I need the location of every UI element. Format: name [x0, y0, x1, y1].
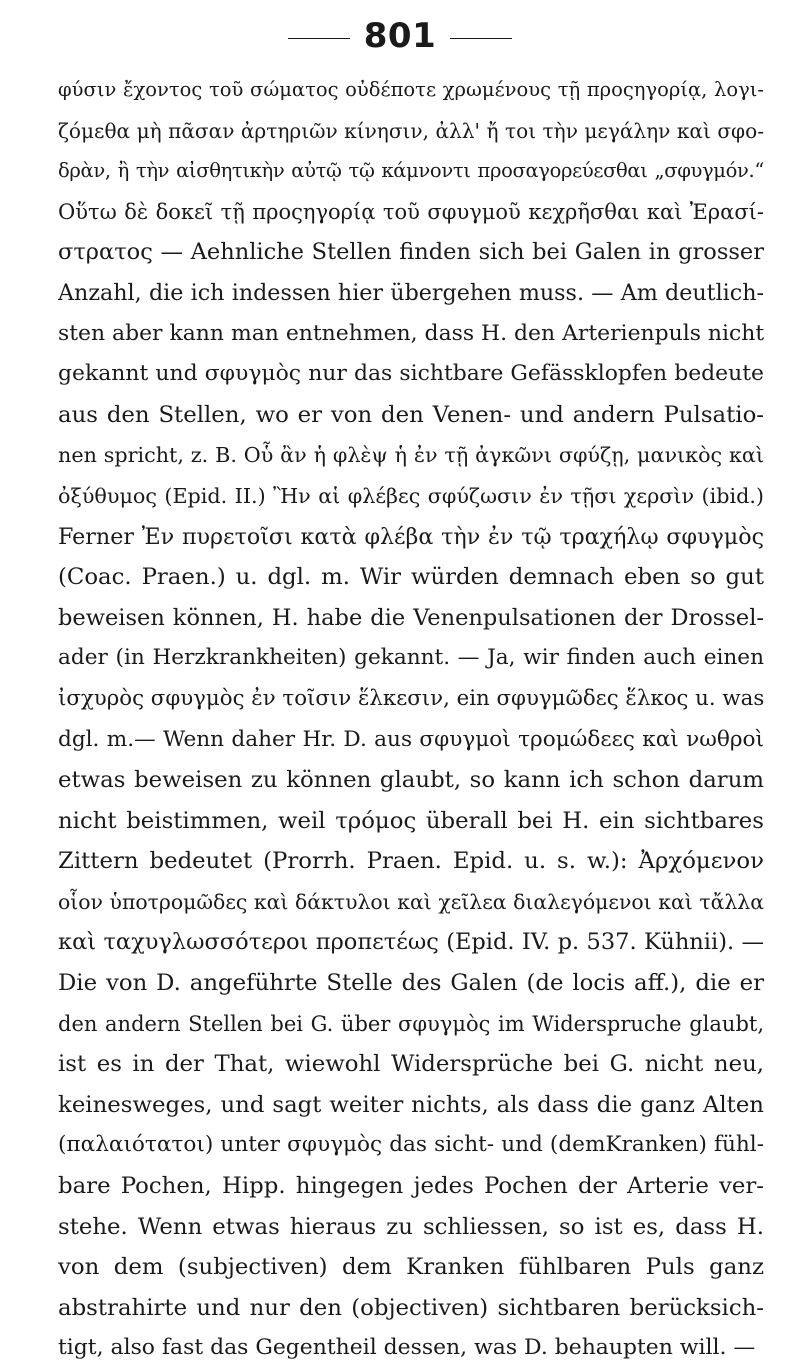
- text-line-23: Die von D. angeführte Stelle des Galen (de locis aff.), die er: [58, 970, 764, 997]
- text-line-17: dgl. m.— Wenn daher Hr. D. aus σφυγμοὶ τρομώδεες καὶ νωθροὶ: [58, 726, 764, 752]
- page-header: [0, 6, 800, 66]
- text-line-21: οἷον ὑποτρομῶδες καὶ δάκτυλοι καὶ χεῖλεα διαλεγόμενοι καὶ τἄλλα: [58, 889, 764, 914]
- text-line-20: Zittern bedeutet (Prorrh. Praen. Epid. u. s. w.): Ἀρχόμενον: [58, 848, 764, 875]
- text-line-28: bare Pochen, Hipp. hingegen jedes Pochen der Arterie ver-: [58, 1173, 764, 1200]
- text-line-24: den andern Stellen bei G. über σφυγμὸς im Widerspruche glaubt,: [58, 1011, 764, 1036]
- text-line-10: nen spricht, z. B. Οὗ ἂν ἡ φλὲψ ἡ ἐν τῇ ἀγκῶνι σφύζῃ, μανικὸς καὶ: [58, 443, 764, 468]
- header-rule-left: [288, 38, 350, 39]
- text-line-12: Ferner Ἐν πυρετοῖσι κατὰ φλέβα τὴν ἐν τῷ τραχήλῳ σφυγμὸς: [58, 523, 764, 550]
- text-line-11: ὀξύθυμος (Epid. II.) Ἢν αἱ φλέβες σφύζωσιν ἐν τῇσι χερσὶν (ibid.): [58, 483, 764, 508]
- text-line-25: ist es in der That, wiewohl Widersprüche bei G. nicht neu,: [58, 1051, 764, 1078]
- text-line-4: Οὕτω δὲ δοκεῖ τῇ προςηγορίᾳ τοῦ σφυγμοῦ κεχρῆσθαι καὶ Ἐρασί-: [58, 199, 764, 224]
- text-line-15: ader (in Herzkrankheiten) gekannt. — Ja, wir finden auch einen: [58, 645, 764, 671]
- text-line-32: tigt, also fast das Gegentheil dessen, was D. behaupten will. —: [58, 1335, 756, 1361]
- text-line-18: etwas beweisen zu können glaubt, so kann ich schon darum: [58, 767, 764, 794]
- text-line-1: φύσιν ἔχοντος τοῦ σώματος οὐδέποτε χρωμένους τῇ προςηγορίᾳ, λογι-: [58, 78, 764, 101]
- text-line-26: keinesweges, und sagt weiter nichts, als dass die ganz Alten: [58, 1091, 764, 1118]
- text-line-31: abstrahirte und nur den (objectiven) sichtbaren berücksich-: [58, 1294, 764, 1321]
- header-rule-right: [450, 38, 512, 39]
- page-number: 801: [363, 16, 437, 56]
- body-text: [58, 70, 764, 1369]
- text-line-22: καὶ ταχυγλωσσότεροι προπετέως (Epid. IV. p. 537. Kühnii). —: [58, 929, 764, 956]
- text-line-30: von dem (subjectiven) dem Kranken fühlbaren Puls ganz: [58, 1254, 764, 1281]
- text-line-3: δρὰν, ἢ τὴν αἰσθητικὴν αὐτῷ τῷ κάμνοντι προσαγορεύεσθαι „σφυγμόν.“: [58, 159, 764, 183]
- text-line-5: στρατος — Aehnliche Stellen finden sich bei Galen in grosser: [58, 239, 764, 266]
- text-line-8: gekannt und σφυγμὸς nur das sichtbare Gefässklopfen bedeute: [58, 361, 764, 387]
- text-line-27: (παλαιότατοι) unter σφυγμὸς das sicht- und (demKranken) fühl-: [58, 1132, 764, 1158]
- text-line-9: aus den Stellen, wo er von den Venen- und andern Pulsatio-: [58, 401, 764, 428]
- text-line-13: (Coac. Praen.) u. dgl. m. Wir würden demnach eben so gut: [58, 564, 764, 591]
- text-line-2: ζόμεθα μὴ πᾶσαν ἀρτηριῶν κίνησιν, ἀλλ' ἤ τοι τὴν μεγάλην καὶ σφο-: [58, 118, 764, 143]
- text-line-14: beweisen können, H. habe die Venenpulsationen der Drossel-: [58, 604, 764, 631]
- text-line-7: sten aber kann man entnehmen, dass H. den Arterienpuls nicht: [58, 320, 764, 346]
- text-line-6: Anzahl, die ich indessen hier übergehen muss. — Am deutlich-: [58, 279, 764, 306]
- text-line-16: ἰσχυρὸς σφυγμὸς ἐν τοῖσιν ἕλκεσιν, ein σφυγμῶδες ἕλκος u. was: [58, 685, 764, 711]
- text-line-29: stehe. Wenn etwas hieraus zu schliessen, so ist es, dass H.: [58, 1213, 764, 1240]
- text-line-19: nicht beistimmen, weil τρόμος überall bei H. ein sichtbares: [58, 807, 764, 834]
